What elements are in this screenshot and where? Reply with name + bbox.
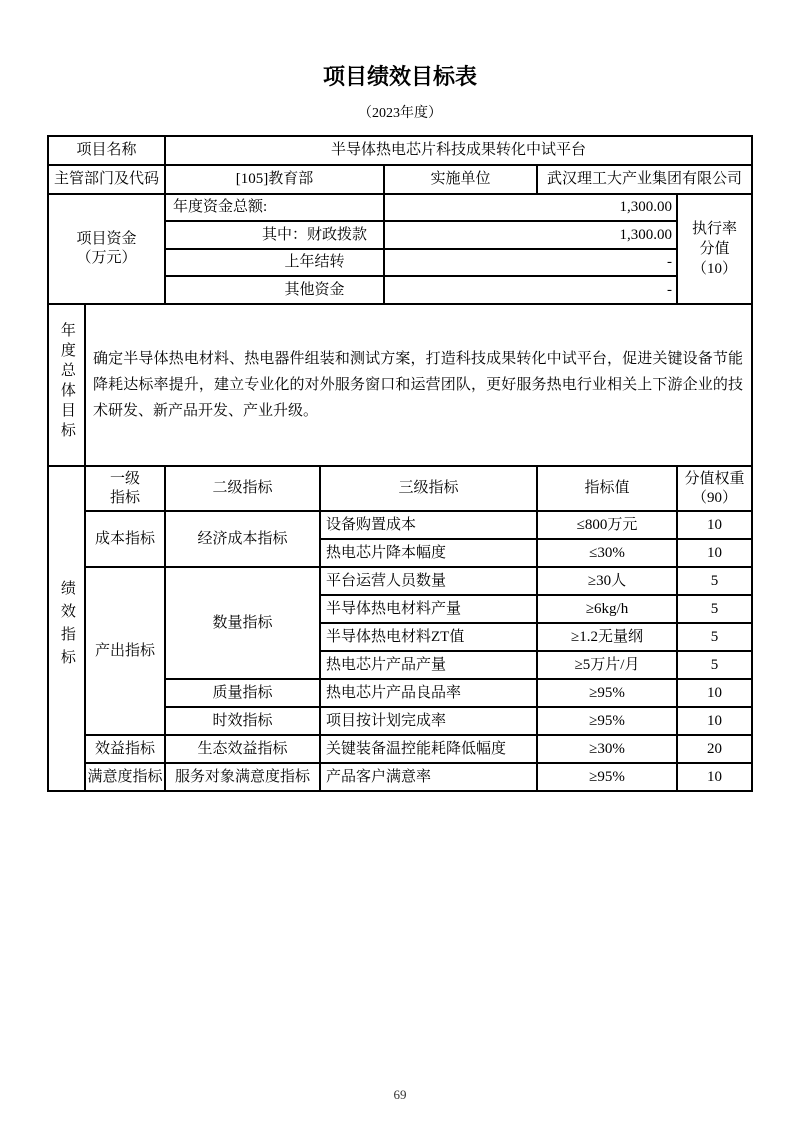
- indicator-level1: 产出指标: [85, 567, 165, 735]
- indicator-value: ≥30%: [537, 735, 677, 763]
- indicator-header-row: [48, 466, 752, 511]
- annual-goal-row: [48, 304, 752, 466]
- fund-row-total: [48, 194, 752, 221]
- indicator-value: ≤30%: [537, 539, 677, 567]
- execution-rate-score: [677, 194, 752, 304]
- indicator-value: ≥6kg/h: [537, 595, 677, 623]
- indicator-level3: 产品客户满意率: [320, 763, 537, 791]
- indicator-weight: 20: [677, 735, 752, 763]
- indicator-level3: 关键装备温控能耗降低幅度: [320, 735, 537, 763]
- header-weight: [677, 466, 752, 511]
- indicator-value: ≤800万元: [537, 511, 677, 539]
- indicator-level3: 半导体热电材料ZT值: [320, 623, 537, 651]
- indicator-level2: 质量指标: [165, 679, 320, 707]
- indicator-level3: 平台运营人员数量: [320, 567, 537, 595]
- header-weight-line-2: （90）: [692, 489, 738, 506]
- indicator-value: ≥30人: [537, 567, 677, 595]
- performance-section-label-text: 绩效指标: [58, 579, 75, 672]
- page-subtitle: （2023年度）: [358, 106, 442, 121]
- indicator-level2: 生态效益指标: [165, 735, 320, 763]
- page-title: 项目绩效目标表: [322, 64, 477, 89]
- fund-carryover-label: 上年结转: [165, 249, 384, 276]
- indicator-level2: 服务对象满意度指标: [165, 763, 320, 791]
- indicator-row: [48, 511, 752, 539]
- performance-target-table: [47, 135, 753, 792]
- fund-total-label: 年度资金总额:: [165, 194, 384, 221]
- indicator-level2: 经济成本指标: [165, 511, 320, 567]
- indicator-value: ≥95%: [537, 707, 677, 735]
- indicator-weight: 5: [677, 623, 752, 651]
- indicator-weight: 10: [677, 539, 752, 567]
- indicator-row: [48, 763, 752, 791]
- header-level1-line-1: 一级: [110, 470, 141, 487]
- fund-fiscal-value: 1,300.00: [384, 221, 677, 249]
- indicator-level1: 成本指标: [85, 511, 165, 567]
- indicator-row: [48, 735, 752, 763]
- fund-carryover-value: -: [384, 249, 677, 276]
- indicator-weight: 10: [677, 707, 752, 735]
- indicator-value: ≥95%: [537, 679, 677, 707]
- header-value: 指标值: [537, 466, 677, 511]
- indicator-value: ≥5万片/月: [537, 651, 677, 679]
- indicator-value: ≥95%: [537, 763, 677, 791]
- fund-total-value: 1,300.00: [384, 194, 677, 221]
- header-level1: [85, 466, 165, 511]
- fund-section-label-line-2: （万元）: [76, 250, 137, 266]
- indicator-level3: 热电芯片产品产量: [320, 651, 537, 679]
- indicator-weight: 10: [677, 763, 752, 791]
- annual-goal-label-text: 年度总体目标: [58, 322, 75, 443]
- fund-other-value: -: [384, 276, 677, 304]
- dept-code-label: 主管部门及代码: [48, 165, 165, 194]
- page-number: 69: [393, 1087, 407, 1102]
- indicator-level2: 时效指标: [165, 707, 320, 735]
- annual-goal-text: 确定半导体热电材料、热电器件组装和测试方案，打造科技成果转化中试平台，促进关键设备节能降耗达标率提升，建立专业化的对外服务窗口和运营团队，更好服务热电行业相关上下游企业的技术研发、新产品开发、产业升级。: [85, 304, 752, 466]
- execution-rate-line-2: 分值: [699, 241, 730, 257]
- project-name-value: 半导体热电芯片科技成果转化中试平台: [165, 136, 752, 165]
- fund-section-label: [48, 194, 165, 304]
- fund-other-label: 其他资金: [165, 276, 384, 304]
- header-level2: 二级指标: [165, 466, 320, 511]
- fund-section-label-line-1: 项目资金: [76, 231, 137, 247]
- impl-unit-value: 武汉理工大产业集团有限公司: [537, 165, 752, 194]
- indicator-weight: 5: [677, 567, 752, 595]
- indicator-level3: 热电芯片产品良品率: [320, 679, 537, 707]
- indicator-level1: 满意度指标: [85, 763, 165, 791]
- indicator-weight: 10: [677, 679, 752, 707]
- indicator-weight: 5: [677, 651, 752, 679]
- indicator-level1: 效益指标: [85, 735, 165, 763]
- impl-unit-label: 实施单位: [384, 165, 537, 194]
- indicator-level3: 半导体热电材料产量: [320, 595, 537, 623]
- indicator-level2: 数量指标: [165, 567, 320, 679]
- execution-rate-line-3: （10）: [692, 261, 738, 277]
- execution-rate-line-1: 执行率: [692, 221, 738, 237]
- indicator-value: ≥1.2无量纲: [537, 623, 677, 651]
- dept-code-value: [105]教育部: [165, 165, 384, 194]
- annual-goal-label: [48, 304, 85, 466]
- indicator-weight: 5: [677, 595, 752, 623]
- header-level3: 三级指标: [320, 466, 537, 511]
- indicator-row: [48, 567, 752, 595]
- indicator-weight: 10: [677, 511, 752, 539]
- project-name-row: [48, 136, 752, 165]
- header-level1-line-2: 指标: [110, 489, 141, 506]
- fund-fiscal-label: 其中：财政拨款: [165, 221, 384, 249]
- project-name-label: 项目名称: [48, 136, 165, 165]
- header-weight-line-1: 分值权重: [684, 470, 745, 487]
- indicator-level3: 项目按计划完成率: [320, 707, 537, 735]
- performance-section-label: [48, 466, 85, 791]
- indicator-level3: 热电芯片降本幅度: [320, 539, 537, 567]
- indicator-level3: 设备购置成本: [320, 511, 537, 539]
- department-row: [48, 165, 752, 194]
